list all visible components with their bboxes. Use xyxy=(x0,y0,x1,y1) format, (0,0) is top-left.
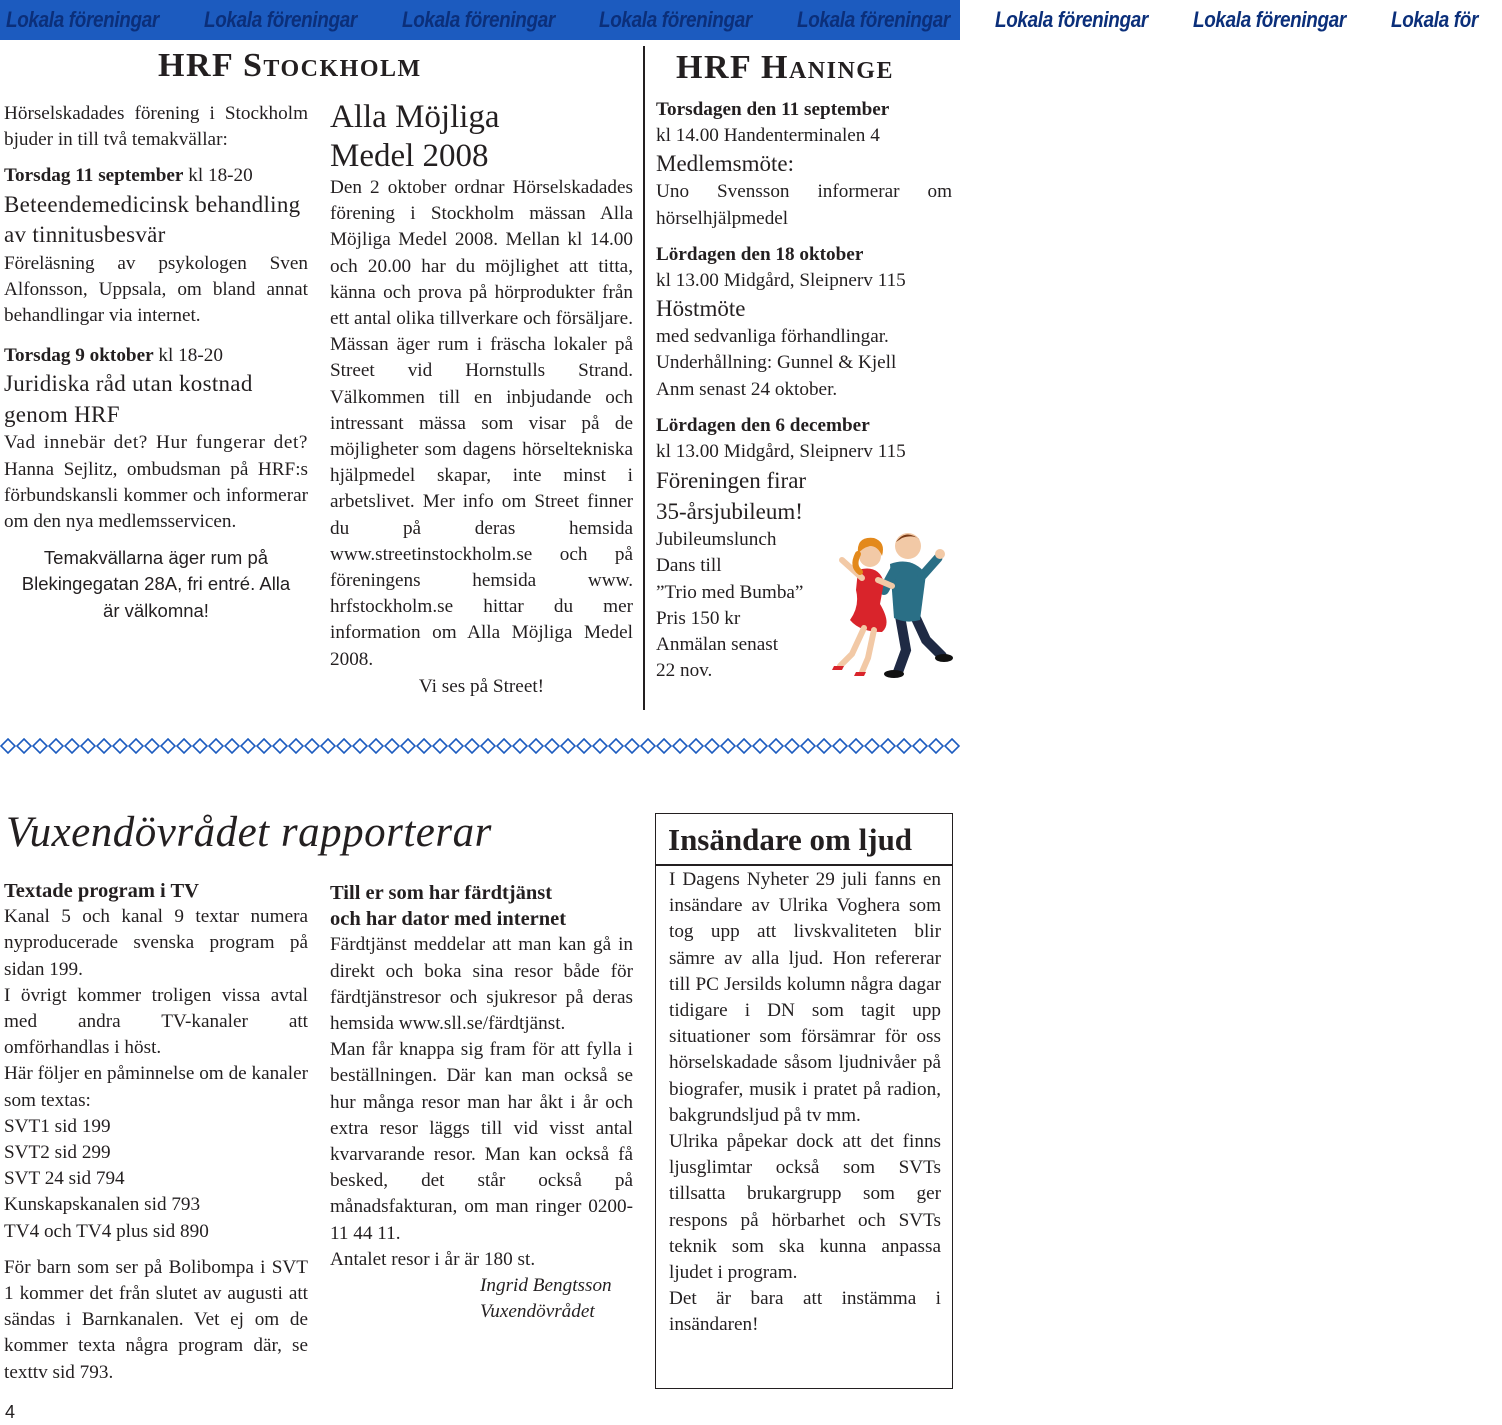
banner-label: Lokala föreningar xyxy=(401,7,555,32)
channel-item: SVT 24 sid 794 xyxy=(4,1168,125,1190)
haninge-event1-date: Torsdagen den 11 september xyxy=(656,99,890,120)
channel-item: SVT2 sid 299 xyxy=(4,1142,111,1164)
signature-org: Vuxendövrådet xyxy=(480,1301,595,1323)
haninge-event3-line: Dans till xyxy=(656,555,722,577)
event1-date: Torsdag 11 september xyxy=(4,165,184,187)
insandare-box xyxy=(655,813,953,1389)
event2-topic: Juridiska råd utan kostnad genom HRF xyxy=(4,371,253,427)
tv-paragraph: Här följer en påminnelse om de kanaler som textas: xyxy=(4,1063,308,1111)
haninge-event3-line: Anmälan senast xyxy=(656,634,779,656)
haninge-event2-date: Lördagen den 18 oktober xyxy=(656,243,864,265)
event2-time: kl 18-20 xyxy=(153,345,223,367)
stockholm-title: HRF Stockholm xyxy=(158,47,422,84)
insandare-paragraph: Det är bara att instämma i insändaren! xyxy=(669,1288,941,1336)
channel-item: SVT1 sid 199 xyxy=(4,1115,111,1137)
tv-paragraph: För barn som ser på Bolibompa i SVT 1 kommer det från slutet av augusti att sändas i Barnkanalen. Vet ej om de kommer texta några program där, se texttv sid 793. xyxy=(4,1256,308,1383)
channel-item: Kunskapskanalen sid 793 xyxy=(4,1194,201,1216)
page-number: 4 xyxy=(5,1402,16,1422)
haninge-event3-title: 35-årsjubileum! xyxy=(656,499,803,525)
banner-label: Lokala för xyxy=(1390,7,1478,32)
haninge-event1-title: Medlemsmöte: xyxy=(656,151,794,177)
tv-paragraph: Kanal 5 och kanal 9 textar numera nyproducerade svenska program på sidan 199. xyxy=(4,906,308,980)
event1-desc: Föreläsning av psykologen Sven Alfonsson, Uppsala, om bland annat behandlingar via internet. xyxy=(4,252,308,327)
insandare-paragraph: Ulrika påpekar dock att det finns ljusglimtar också som SVTs tillsatta brukargrupp som ger respons på hörbarhet och SVTs teknik som ska kunna anpassa ljudet i program. xyxy=(669,1131,941,1284)
tv-heading: Textade program i TV xyxy=(4,880,199,902)
haninge-title: HRF Haninge xyxy=(676,49,894,86)
haninge-event3-line: Pris 150 kr xyxy=(656,607,741,629)
vux-title: Vuxendövrådet rapporterar xyxy=(6,809,492,856)
fardtjanst-heading: Till er som har färdtjänst xyxy=(330,882,553,904)
insandare-body xyxy=(669,867,941,1339)
vux-fardtjanst-column xyxy=(330,880,633,1325)
haninge-event1-desc: Uno Svensson informerar om hörselhjälpmedel xyxy=(656,181,952,229)
stockholm-column xyxy=(4,101,308,624)
event2-date: Torsdag 9 oktober xyxy=(4,345,154,367)
signature-name: Ingrid Bengtsson xyxy=(480,1275,612,1297)
haninge-event2-title: Höstmöte xyxy=(656,296,746,322)
alla-title: Alla Möjliga Medel 2008 xyxy=(330,99,500,174)
column-divider xyxy=(643,46,645,710)
alla-closing: Vi ses på Street! xyxy=(418,675,545,697)
event2-body xyxy=(4,430,308,535)
fardtjanst-paragraph: Man får knappa sig fram för att fylla i beställningen. Där kan man också se hur många resor man har åkt i år och extra resor läggs till vid visst antal kvarvarande resor. Man kan också få besked, det står också på månadsfakturan, om man ringer 0200-11 44 11. xyxy=(330,1039,633,1244)
haninge-event2-line: Underhållning: Gunnel & Kjell xyxy=(656,352,897,374)
event2-question: Vad innebär det? Hur fungerar det? xyxy=(4,432,308,454)
banner-label: Lokala föreningar xyxy=(203,7,357,32)
channel-item: TV4 och TV4 plus sid 890 xyxy=(4,1220,209,1242)
insandare-divider xyxy=(656,864,952,866)
fardtjanst-paragraph: Antalet resor i år är 180 st. xyxy=(330,1248,536,1270)
fardtjanst-paragraph: Färdtjänst meddelar att man kan gå in direkt och boka sina resor både för färdtjänstresor och sjukresor på deras hemsida www.sll.se/färdtjänst. xyxy=(330,934,633,1035)
haninge-event3-place: kl 13.00 Midgård, Sleipnerv 115 xyxy=(656,441,906,463)
haninge-event3-date: Lördagen den 6 december xyxy=(656,414,870,436)
haninge-event1-place: kl 14.00 Handenterminalen 4 xyxy=(656,125,880,147)
event2-desc: Hanna Sejlitz, ombudsman på HRF:s förbundskansli kommer och informerar om den nya medlemsservicen. xyxy=(4,458,308,533)
banner-label: Lokala föreningar xyxy=(1192,7,1346,32)
haninge-event2-line: med sedvanliga förhandlingar. xyxy=(656,326,889,348)
diamond-border xyxy=(0,738,960,754)
haninge-event2-line: Anm senast 24 oktober. xyxy=(656,378,838,400)
vux-tv-column xyxy=(4,878,308,1386)
event1-time: kl 18-20 xyxy=(183,165,253,187)
alla-column xyxy=(330,98,633,700)
tv-paragraph: I övrigt kommer troligen vissa avtal med andra TV-kanaler att omförhandlas i höst. xyxy=(4,984,308,1059)
haninge-event3-line: Jubileumslunch xyxy=(656,529,777,551)
banner-label: Lokala föreningar xyxy=(6,7,159,32)
stockholm-footer: Temakvällarna äger rum på Blekingegatan 28A, fri entré. Alla är välkomna! xyxy=(21,547,291,621)
insandare-paragraph: I Dagens Nyheter 29 juli fanns en insändare av Ulrika Voghera som tog upp att livskvaliteten blir sämre av alla ljud. Hon refererar till PC Jersilds kolumn några dagar tidigare i DN som tagit upp situationer som försämrar för oss hörselskadade såsom ljudnivåer på biografer, musik i pratet på radion, bakgrundsljud på tv mm. xyxy=(669,869,941,1126)
haninge-event3-line: 22 nov. xyxy=(656,660,713,682)
haninge-event3-line: ”Trio med Bumba” xyxy=(656,581,804,603)
banner-label: Lokala föreningar xyxy=(994,7,1148,32)
haninge-event2-place: kl 13.00 Midgård, Sleipnerv 115 xyxy=(656,270,906,292)
event2-heading xyxy=(4,343,308,369)
section-banner xyxy=(0,0,1478,40)
event1-topic: Beteendemedicinsk behandling av tinnitusbesvär xyxy=(4,191,301,248)
banner-label: Lokala föreningar xyxy=(599,7,753,32)
event1-heading xyxy=(4,163,308,189)
alla-body: Den 2 oktober ordnar Hörselskadades förening i Stockholm mässan Alla Möjliga Medel 2008. Mellan kl 14.00 och 20.00 har du möjlighet att titta, känna och prova på hörprodukter från ett antal olika tillverkare och försäljare. Mässan äger rum i fräscha lokaler på Street vid Hornstulls Strand. Välkommen till en inbjudande och intressant mässa som visar på de möjligheter som dagens hörseltekniska hjälpmedel skapar, inte minst i arbetslivet. Mer info om Street finner du på deras hemsida www.streetinstockholm.se och på föreningens hemsida www. hrfstockholm.se hittar du mer information om Alla Möjliga Medel 2008. xyxy=(330,177,633,670)
dancing-couple-illustration xyxy=(822,520,950,680)
haninge-event3-title: Föreningen firar xyxy=(656,468,807,494)
fardtjanst-heading: och har dator med internet xyxy=(330,908,567,931)
banner-label: Lokala föreningar xyxy=(797,7,951,32)
stockholm-intro: Hörselskadades förening i Stockholm bjuder in till två temakvällar: xyxy=(4,103,308,151)
insandare-title: Insändare om ljud xyxy=(668,822,913,857)
